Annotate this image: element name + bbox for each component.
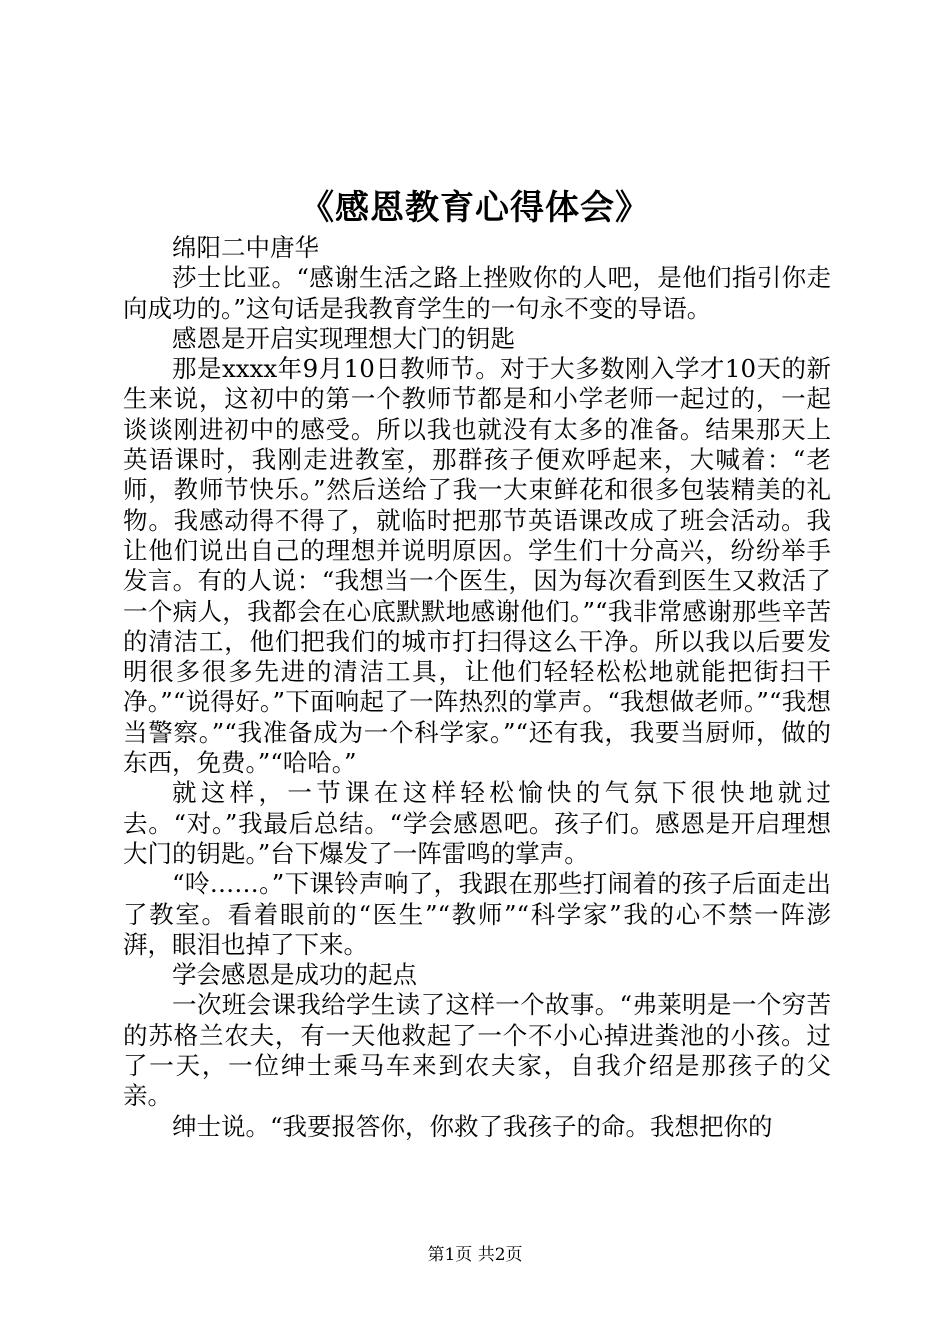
body-paragraph: 就这样，一节课在这样轻松愉快的气氛下很快地就过去。“对。”我最后总结。“学会感恩吧。孩子们。感恩是开启理想大门的钥匙。”台下爆发了一阵雷鸣的掌声。 (123, 778, 831, 868)
section-heading: 学会感恩是成功的起点 (172, 960, 417, 990)
document-body (123, 233, 831, 1142)
body-paragraph: 莎士比亚。“感谢生活之路上挫败你的人吧，是他们指引你走向成功的。”这句话是我教育学生的一句永不变的导语。 (123, 263, 831, 323)
body-paragraph: “呤……。”下课铃声响了，我跟在那些打闹着的孩子后面走出了教室。看着眼前的“医生”“教师”“科学家”我的心不禁一阵澎湃，眼泪也掉了下来。 (123, 869, 831, 959)
body-paragraph: 那是xxxx年9月10日教师节。对于大多数刚入学才10天的新生来说，这初中的第一个教师节都是和小学老师一起过的，一起谈谈刚进初中的感受。所以我也就没有太多的准备。结果那天上英语课时，我刚走进教室，那群孩子便欢呼起来，大喊着：“老师，教师节快乐。”然后送给了我一大束鲜花和很多包装精美的礼物。我感动得不得了，就临时把那节英语课改成了班会活动。我让他们说出自己的理想并说明原因。学生们十分高兴，纷纷举手发言。有的人说：“我想当一个医生，因为每次看到医生又救活了一个病人，我都会在心底默默地感谢他们。”“我非常感谢那些辛苦的清洁工，他们把我们的城市打扫得这么干净。所以我以后要发明很多很多先进的清洁工具，让他们轻轻松松地就能把街扫干净。”“说得好。”下面响起了一阵热烈的掌声。“我想做老师。”“我想当警察。”“我准备成为一个科学家。”“还有我，我要当厨师，做的东西，免费。”“哈哈。” (123, 354, 831, 778)
author-line: 绵阳二中唐华 (172, 233, 319, 262)
page-number-footer: 第1页 共2页 (427, 1245, 523, 1265)
body-paragraph: 一次班会课我给学生读了这样一个故事。“弗莱明是一个穷苦的苏格兰农夫，有一天他救起了一个不小心掉进粪池的小孩。过了一天，一位绅士乘马车来到农夫家，自我介绍是那孩子的父亲。 (123, 990, 831, 1111)
body-paragraph: 绅士说。“我要报答你，你救了我孩子的命。我想把你的 (172, 1111, 773, 1141)
section-heading: 感恩是开启实现理想大门的钥匙 (172, 323, 515, 353)
document-title: 《感恩教育心得体会》 (300, 188, 650, 228)
